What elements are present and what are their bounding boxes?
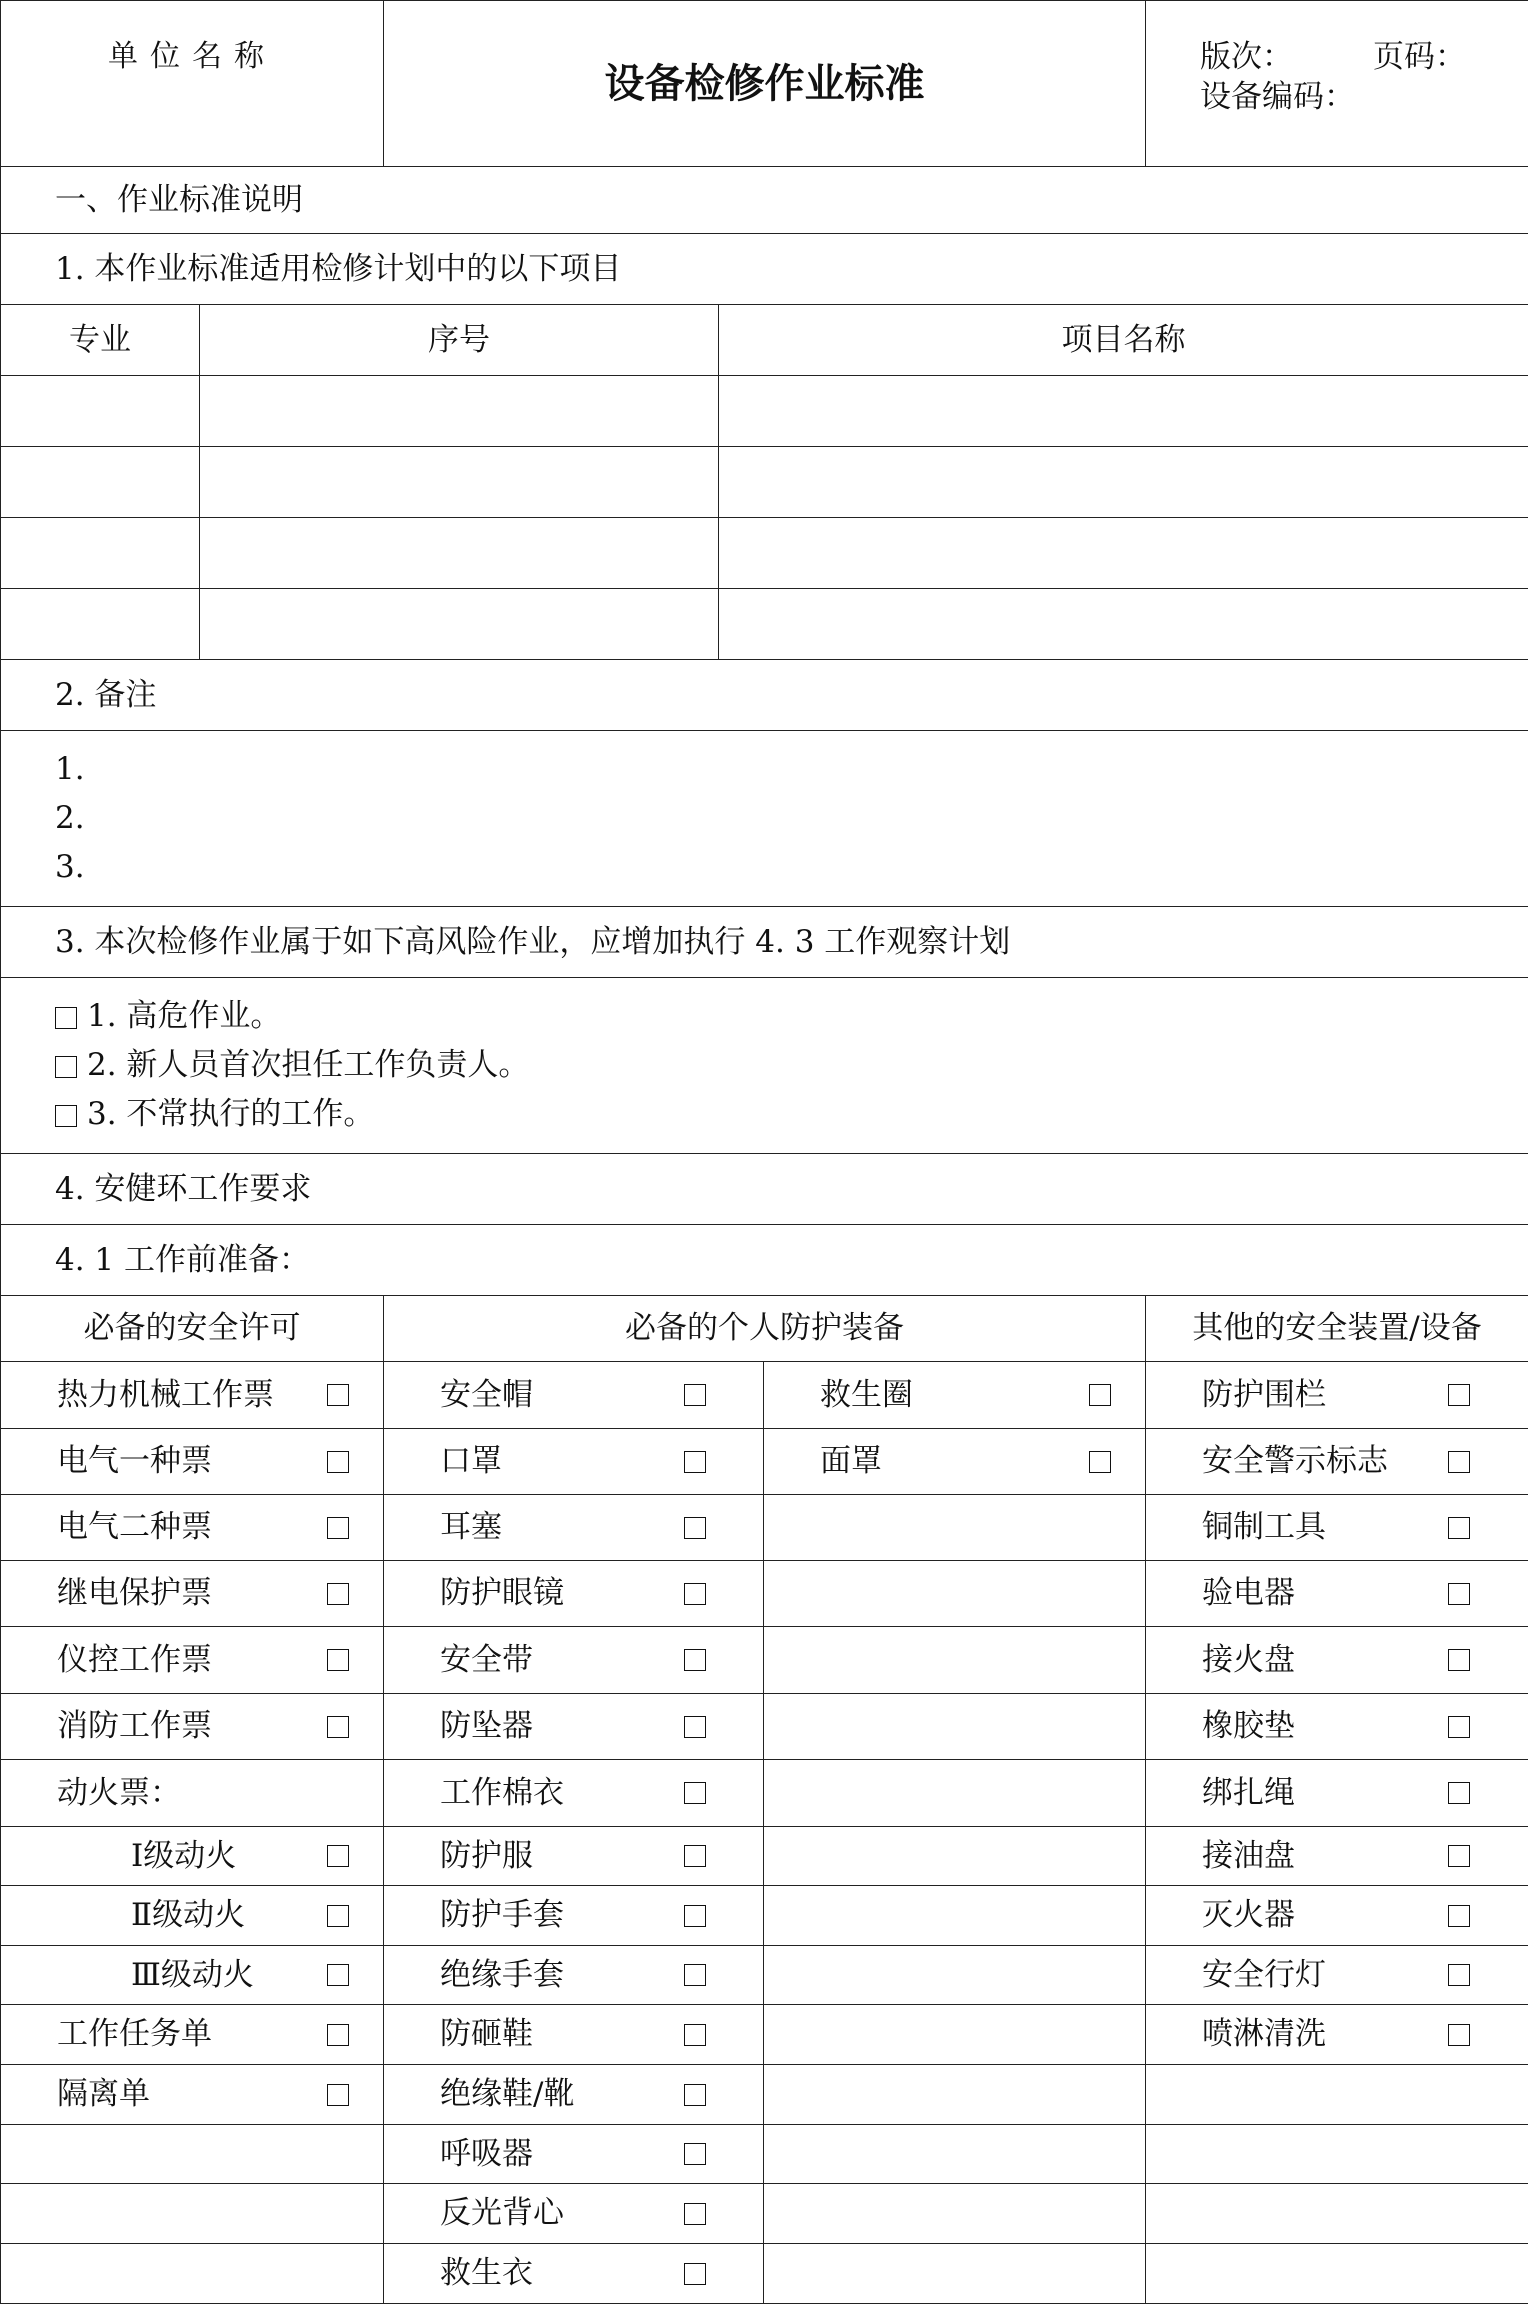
safety-device-item-label: 铜制工具 [1146,1509,1326,1545]
prep-row [1,1627,1528,1694]
checkbox[interactable] [684,1384,706,1406]
empty-cell [764,2244,1146,2304]
checkbox[interactable] [327,1384,349,1406]
safety-device-item-label: 喷淋清洗 [1146,2016,1326,2052]
checkbox[interactable] [1448,1782,1470,1804]
ppe-item-label: 救生圈 [764,1377,913,1413]
checkbox[interactable] [684,1964,706,1986]
checkbox[interactable] [684,2084,706,2106]
checkbox[interactable] [1448,1583,1470,1605]
permit-item [1,1827,384,1886]
ppe-item [384,1627,764,1694]
sequence-cell[interactable] [200,376,719,447]
empty-cell [1146,2244,1528,2304]
checkbox[interactable] [327,1517,349,1539]
permit-item [1,1760,384,1827]
col-safety-permits: 必备的安全许可 [1,1296,384,1362]
header-row [1,1,1528,167]
empty-cell [764,1760,1146,1827]
permit-item [1,2065,384,2125]
project-name-cell[interactable] [719,447,1528,518]
permit-item [1,1886,384,1946]
ppe-item [384,1362,764,1429]
project-row [1,447,1528,518]
permit-item-label: Ⅰ级动火 [1,1838,236,1874]
safety-device-item [1146,1362,1528,1429]
empty-cell [764,2005,1146,2065]
checkbox[interactable] [684,1905,706,1927]
checkbox[interactable] [55,1105,77,1127]
empty-cell [764,1495,1146,1561]
permit-item [1,1429,384,1495]
checkbox[interactable] [327,2084,349,2106]
permit-item [1,1362,384,1429]
prep-row [1,2184,1528,2244]
risk-option-label: 1. 高危作业。 [87,998,281,1034]
empty-cell [764,2184,1146,2244]
ppe-item [384,2005,764,2065]
ppe-item [384,1694,764,1760]
prep-row [1,1946,1528,2005]
checkbox[interactable] [684,1451,706,1473]
specialty-cell[interactable] [1,376,200,447]
ppe-item [384,2244,764,2304]
ppe-item [384,1946,764,2005]
checkbox[interactable] [327,1451,349,1473]
permit-item-label: 仪控工作票 [1,1642,212,1678]
ppe-item-label: 绝缘鞋/靴 [384,2076,574,2112]
checkbox[interactable] [684,1782,706,1804]
ppe-item-label: 面罩 [764,1443,882,1479]
ppe-item [384,2184,764,2244]
empty-cell [764,2065,1146,2125]
prep-row [1,1561,1528,1627]
prep-row [1,1694,1528,1760]
safety-device-item [1146,1627,1528,1694]
risk-option-label: 3. 不常执行的工作。 [87,1096,374,1132]
ppe-item [384,1827,764,1886]
project-row [1,518,1528,589]
checkbox[interactable] [684,2203,706,2225]
safety-device-item [1146,1760,1528,1827]
empty-cell [764,2125,1146,2184]
checkbox[interactable] [327,1649,349,1671]
ppe-item-label: 工作棉衣 [384,1775,564,1811]
prep-row [1,1495,1528,1561]
empty-cell [764,1886,1146,1946]
project-table-header [1,305,1528,376]
prep-row [1,1362,1528,1429]
item-2-text: 2. 备注 [1,660,1528,731]
project-name-cell[interactable] [719,518,1528,589]
ppe-item-label: 反光背心 [384,2195,564,2231]
prep-row [1,2125,1528,2184]
empty-cell [1,2184,384,2244]
note-line: 1. [55,745,1528,794]
checkbox[interactable] [327,1845,349,1867]
ppe-item-label: 口罩 [384,1443,502,1479]
note-line: 3. [55,843,1528,892]
checkbox[interactable] [684,1845,706,1867]
checkbox[interactable] [684,1716,706,1738]
safety-device-item [1146,1495,1528,1561]
specialty-cell[interactable] [1,447,200,518]
project-row [1,376,1528,447]
checkbox[interactable] [1448,1384,1470,1406]
checkbox[interactable] [1448,1964,1470,1986]
checkbox[interactable] [1448,1905,1470,1927]
edition-label: 版次： [1200,39,1293,75]
permit-item-label: Ⅱ级动火 [1,1897,245,1933]
checkbox[interactable] [1448,1716,1470,1738]
ppe-item-label: 安全帽 [384,1377,533,1413]
permit-item-label: 工作任务单 [1,2016,212,2052]
ppe-item-label: 防护手套 [384,1897,564,1933]
ppe-item [384,1760,764,1827]
permit-item-label: 隔离单 [1,2076,150,2112]
page-label: 页码： [1373,39,1466,75]
checkbox[interactable] [55,1056,77,1078]
prep-row [1,2065,1528,2125]
header-meta [1146,1,1528,167]
risk-option [55,992,1528,1041]
empty-cell [1146,2065,1528,2125]
permit-item-label: Ⅲ级动火 [1,1957,254,1993]
section-heading: 一、作业标准说明 [1,167,1528,234]
ppe-item [384,1495,764,1561]
col-specialty: 专业 [1,305,200,376]
risk-option [55,1041,1528,1090]
permit-item-label: 电气二种票 [1,1509,212,1545]
checkbox[interactable] [327,1716,349,1738]
project-row [1,589,1528,660]
checkbox[interactable] [1448,1517,1470,1539]
ppe-item-label: 绝缘手套 [384,1957,564,1993]
permit-item [1,1561,384,1627]
checkbox[interactable] [684,2024,706,2046]
checkbox[interactable] [327,1964,349,1986]
permit-item [1,2005,384,2065]
project-name-cell[interactable] [719,376,1528,447]
permit-item [1,1946,384,2005]
safety-device-item [1146,1694,1528,1760]
checkbox[interactable] [327,1583,349,1605]
prep-row [1,1760,1528,1827]
checkbox[interactable] [684,1649,706,1671]
checkbox[interactable] [1089,1451,1111,1473]
col-other-safety-devices: 其他的安全装置/设备 [1146,1296,1528,1362]
permit-item [1,1694,384,1760]
sequence-cell[interactable] [200,589,719,660]
prep-header-row [1,1296,1528,1362]
col-ppe: 必备的个人防护装备 [384,1296,1146,1362]
risk-option-label: 2. 新人员首次担任工作负责人。 [87,1047,529,1083]
safety-device-item-label: 安全警示标志 [1146,1443,1388,1479]
ppe-item [764,1362,1146,1429]
checkbox[interactable] [684,2143,706,2165]
ppe-item [384,2065,764,2125]
notes-block[interactable] [1,731,1528,907]
empty-cell [1,2125,384,2184]
safety-device-item-label: 防护围栏 [1146,1377,1326,1413]
checkbox[interactable] [327,2024,349,2046]
permit-item-label: 电气一种票 [1,1443,212,1479]
empty-cell [764,1694,1146,1760]
risk-options-block [1,978,1528,1154]
permit-item [1,1495,384,1561]
safety-device-item-label: 橡胶垫 [1146,1708,1295,1744]
safety-device-item [1146,1886,1528,1946]
safety-device-item [1146,1827,1528,1886]
item-3-text: 3. 本次检修作业属于如下高风险作业，应增加执行 4. 3 工作观察计划 [1,907,1528,978]
checkbox[interactable] [684,1583,706,1605]
ppe-item [384,1561,764,1627]
prep-row [1,1827,1528,1886]
checkbox[interactable] [1089,1384,1111,1406]
ppe-item-label: 防护眼镜 [384,1575,564,1611]
item-4-1-text: 4. 1 工作前准备： [1,1225,1528,1296]
prep-row [1,2005,1528,2065]
permit-item-label: 继电保护票 [1,1575,212,1611]
empty-cell [764,1561,1146,1627]
ppe-item-label: 呼吸器 [384,2136,533,2172]
checkbox[interactable] [684,2263,706,2285]
safety-device-item-label: 验电器 [1146,1575,1295,1611]
col-sequence: 序号 [200,305,719,376]
checkbox[interactable] [684,1517,706,1539]
empty-cell [764,1946,1146,2005]
safety-device-item-label: 接火盘 [1146,1642,1295,1678]
safety-device-item [1146,1429,1528,1495]
empty-cell [764,1627,1146,1694]
safety-device-item [1146,2005,1528,2065]
ppe-item-label: 安全带 [384,1642,533,1678]
safety-device-item-label: 安全行灯 [1146,1957,1326,1993]
item-4-text: 4. 安健环工作要求 [1,1154,1528,1225]
document-title: 设备检修作业标准 [384,1,1146,167]
col-project-name: 项目名称 [719,305,1528,376]
ppe-item [384,1886,764,1946]
sequence-cell[interactable] [200,518,719,589]
checkbox[interactable] [1448,2024,1470,2046]
empty-cell [1,2244,384,2304]
project-name-cell[interactable] [719,589,1528,660]
safety-device-item [1146,1946,1528,2005]
item-1-text: 1. 本作业标准适用检修计划中的以下项目 [1,234,1528,305]
specialty-cell[interactable] [1,518,200,589]
safety-device-item-label: 灭火器 [1146,1897,1295,1933]
checkbox[interactable] [1448,1845,1470,1867]
prep-row [1,1886,1528,1946]
checkbox[interactable] [1448,1451,1470,1473]
ppe-item-label: 防护服 [384,1838,533,1874]
sequence-cell[interactable] [200,447,719,518]
ppe-item-label: 救生衣 [384,2255,533,2291]
ppe-item-label: 防坠器 [384,1708,533,1744]
risk-option [55,1090,1528,1139]
ppe-item-label: 耳塞 [384,1509,502,1545]
permit-item [1,1627,384,1694]
safety-device-item-label: 绑扎绳 [1146,1775,1295,1811]
prep-row [1,1429,1528,1495]
note-line: 2. [55,794,1528,843]
ppe-item [384,1429,764,1495]
specialty-cell[interactable] [1,589,200,660]
permit-item-label: 动火票： [1,1775,181,1811]
ppe-item [384,2125,764,2184]
safety-device-item [1146,1561,1528,1627]
equipment-code-label: 设备编码： [1200,77,1528,117]
permit-item-label: 消防工作票 [1,1708,212,1744]
ppe-item [764,1429,1146,1495]
ppe-item-label: 防砸鞋 [384,2016,533,2052]
prep-grid [1,1362,1528,2304]
prep-row [1,2244,1528,2304]
unit-name-label: 单位名称 [1,1,384,167]
safety-device-item-label: 接油盘 [1146,1838,1295,1874]
permit-item-label: 热力机械工作票 [1,1377,274,1413]
checkbox[interactable] [327,1905,349,1927]
empty-cell [1146,2125,1528,2184]
checkbox[interactable] [55,1007,77,1029]
empty-cell [764,1827,1146,1886]
empty-cell [1146,2184,1528,2244]
checkbox[interactable] [1448,1649,1470,1671]
